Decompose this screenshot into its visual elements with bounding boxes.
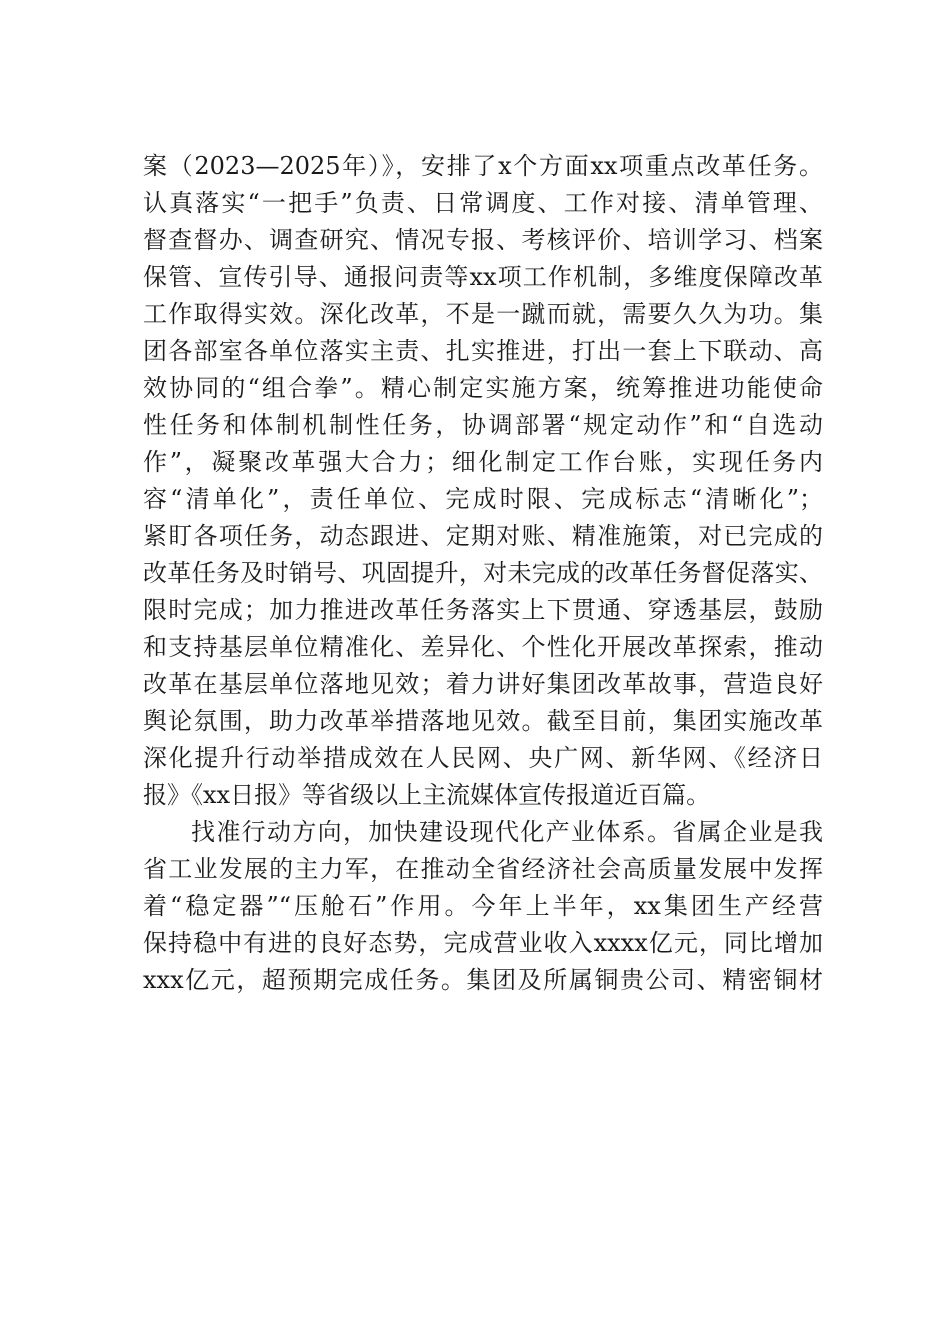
paragraph-line: 改革在基层单位落地见效；着力讲好集团改革故事，营造良好	[143, 670, 823, 698]
paragraph-line: 改革任务及时销号、巩固提升，对未完成的改革任务督促落实、	[143, 559, 823, 587]
paragraph-line: 容“清单化”，责任单位、完成时限、完成标志“清晰化”；	[143, 485, 823, 513]
paragraph-line: 省工业发展的主力军，在推动全省经济社会高质量发展中发挥	[143, 855, 823, 883]
paragraph-line: 认真落实“一把手”负责、日常调度、工作对接、清单管理、	[143, 189, 823, 217]
paragraph-line: 保持稳中有进的良好态势，完成营业收入xxxx亿元，同比增加	[143, 929, 823, 957]
paragraph-line: 保管、宣传引导、通报问责等xx项工作机制，多维度保障改革	[143, 263, 823, 291]
paragraph-line: 限时完成；加力推进改革任务落实上下贯通、穿透基层，鼓励	[143, 596, 823, 624]
paragraph-line: 性任务和体制机制性任务，协调部署“规定动作”和“自选动	[143, 411, 823, 439]
paragraph-heading-line: 找准行动方向，加快建设现代化产业体系。省属企业是我	[191, 818, 823, 846]
paragraph-line: 团各部室各单位落实主责、扎实推进，打出一套上下联动、高	[143, 337, 823, 365]
paragraph-line: xxx亿元，超预期完成任务。集团及所属铜贵公司、精密铜材	[143, 966, 823, 994]
paragraph-line: 效协同的“组合拳”。精心制定实施方案，统筹推进功能使命	[143, 374, 823, 402]
paragraph-line: 案（2023—2025年）》，安排了x个方面xx项重点改革任务。	[143, 152, 823, 180]
paragraph-line: 和支持基层单位精准化、差异化、个性化开展改革探索，推动	[143, 633, 823, 661]
paragraph-line: 着“稳定器”“压舱石”作用。今年上半年，xx集团生产经营	[143, 892, 823, 920]
paragraph-line: 舆论氛围，助力改革举措落地见效。截至目前，集团实施改革	[143, 707, 823, 735]
paragraph-line: 工作取得实效。深化改革，不是一蹴而就，需要久久为功。集	[143, 300, 823, 328]
paragraph-line: 作”，凝聚改革强大合力；细化制定工作台账，实现任务内	[143, 448, 823, 476]
paragraph-line: 督查督办、调查研究、情况专报、考核评价、培训学习、档案	[143, 226, 823, 254]
paragraph-line: 紧盯各项任务，动态跟进、定期对账、精准施策，对已完成的	[143, 522, 823, 550]
paragraph-line: 报》《xx日报》等省级以上主流媒体宣传报道近百篇。	[143, 781, 711, 809]
paragraph-line: 深化提升行动举措成效在人民网、央广网、新华网、《经济日	[143, 744, 823, 772]
